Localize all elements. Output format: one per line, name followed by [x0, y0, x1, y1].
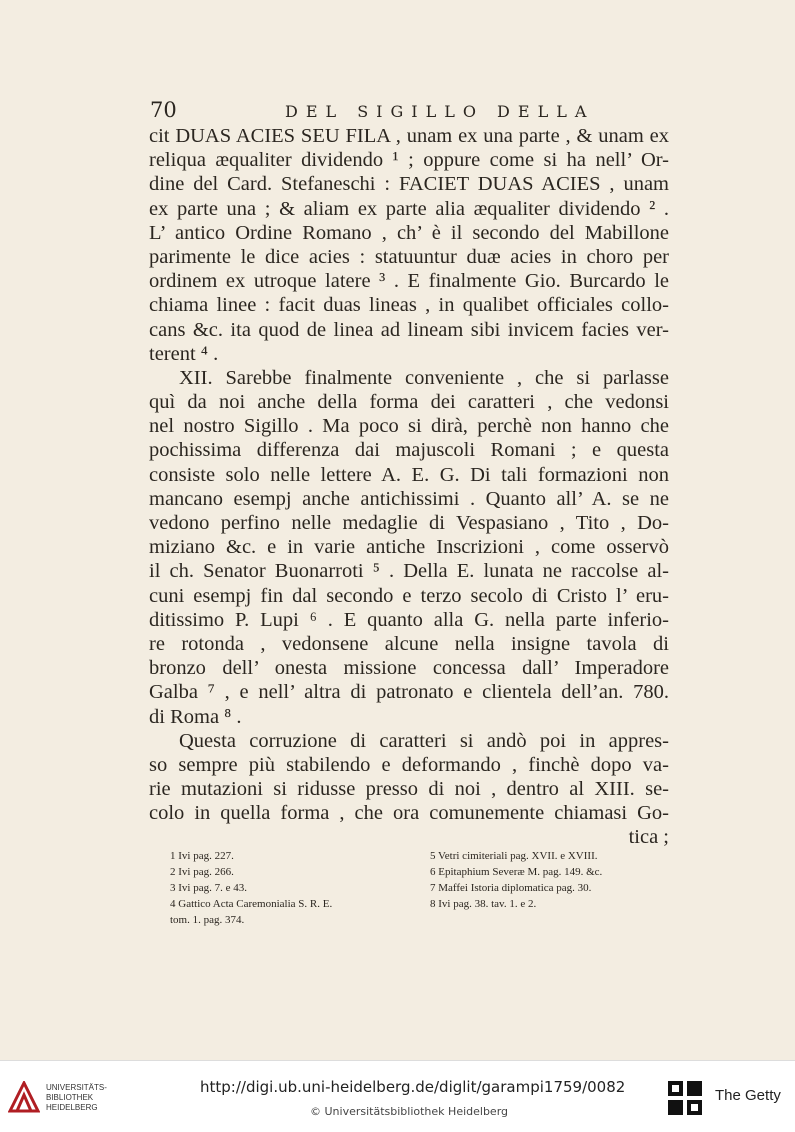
text-line: Galba ⁷ , e nell’ altra di patronato e clientela dell’an. 780. — [149, 681, 669, 704]
text-line: ditissimo P. Lupi ⁶ . E quanto alla G. nella parte inferio- — [149, 608, 669, 631]
text-line: consiste solo nelle lettere A. E. G. Di tali formazioni non — [149, 463, 669, 486]
text-line: chiama linee : facit duas lineas , in qualibet officiales collo- — [149, 294, 669, 317]
text-line: ex parte una ; & aliam ex parte alia æqualiter dividendo ² . — [149, 197, 669, 220]
footnote: tom. 1. pag. 374. — [170, 914, 245, 926]
footnote: 2 Ivi pag. 266. — [170, 866, 234, 878]
text-line: ordinem ex utroque latere ³ . E finalmente Gio. Burcardo le — [149, 270, 669, 293]
text-line: il ch. Senator Buonarroti ⁵ . Della E. lunata ne raccolse al- — [149, 560, 669, 583]
text-line: terent ⁴ . — [149, 342, 219, 365]
footnote: 6 Epitaphium Severæ M. pag. 149. &c. — [430, 866, 603, 878]
text-line: mancano esempj anche antichissimi . Quanto all’ A. se ne — [149, 487, 669, 510]
text-line: rie mutazioni si ridusse presso di noi , dentro al XIII. se- — [149, 778, 669, 801]
text-line: colo in quella forma , che ora comunemente chiamasi Go- — [149, 802, 669, 825]
footnotes-right-column — [430, 848, 685, 912]
viewer-footer — [0, 1060, 795, 1132]
text-line: bronzo dell’ onesta missione concessa dall’ Imperadore — [149, 657, 669, 680]
getty-logo-icon — [668, 1081, 702, 1115]
footnote: 5 Vetri cimiteriali pag. XVII. e XVIII. — [430, 850, 598, 862]
footnote: 7 Maffei Istoria diplomatica pag. 30. — [430, 882, 592, 894]
text-line: cuni esempj fin dal secondo e terzo secolo di Cristo l’ eru- — [149, 584, 669, 607]
university-library-logo-icon — [8, 1081, 40, 1113]
text-line: re rotonda , vedonsene alcune nella insigne tavola di — [149, 632, 669, 655]
footnote: 4 Gattico Acta Caremonialia S. R. E. — [170, 898, 333, 910]
sponsor-name: The Getty — [715, 1087, 781, 1104]
running-title: DEL SIGILLO DELLA — [285, 102, 595, 121]
text-line: cans &c. ita quod de linea ad lineam sibi invicem facies ver- — [149, 318, 669, 341]
text-line: dine del Card. Stefaneschi : FACIET DUAS ACIES , unam — [149, 173, 669, 196]
text-line: pochissima differenza dai majuscoli Romani ; e questa — [149, 439, 669, 462]
text-line: XII. Sarebbe finalmente conveniente , che si parlasse — [179, 366, 669, 389]
text-line: reliqua æqualiter dividendo ¹ ; oppure come si ha nell’ Or- — [149, 149, 669, 172]
main-text — [149, 124, 669, 850]
text-line: parimente le dice acies : statuuntur duæ acies in choro per — [149, 245, 669, 268]
text-line: miziano &c. e in varie antiche Inscrizioni , come osservò — [149, 536, 669, 559]
footnote: 1 Ivi pag. 227. — [170, 850, 234, 862]
text-line: Questa corruzione di caratteri si andò poi in appres- — [179, 729, 669, 752]
text-line: di Roma ⁸ . — [149, 705, 242, 728]
footnote: 3 Ivi pag. 7. e 43. — [170, 882, 247, 894]
page-number: 70 — [150, 98, 177, 122]
running-header — [150, 98, 670, 126]
library-name: UNIVERSITÄTS- BIBLIOTHEK HEIDELBERG — [46, 1083, 107, 1112]
text-line: nel nostro Sigillo . Ma poco si dirà, perchè non hanno che — [149, 415, 669, 438]
copyright-notice: © Universitätsbibliothek Heidelberg — [310, 1105, 509, 1118]
text-line: vedono perfino nelle medaglie di Vespasiano , Tito , Do- — [149, 512, 669, 534]
text-line: quì da noi anche della forma dei caratteri , che vedonsi — [149, 391, 669, 414]
footnotes-left-column — [170, 848, 425, 928]
footnote: 8 Ivi pag. 38. tav. 1. e 2. — [430, 898, 537, 910]
text-line: so sempre più stabilendo e deformando , finchè dopo va- — [149, 753, 669, 776]
text-line: L’ antico Ordine Romano , ch’ è il secondo del Mabillone — [149, 221, 669, 244]
text-line: cit DUAS ACIES SEU FILA , unam ex una parte , & unam ex — [149, 125, 669, 147]
permalink-url[interactable]: http://digi.ub.uni-heidelberg.de/diglit/garampi1759/0082 — [200, 1078, 626, 1096]
text-line: tica ; — [628, 826, 669, 849]
